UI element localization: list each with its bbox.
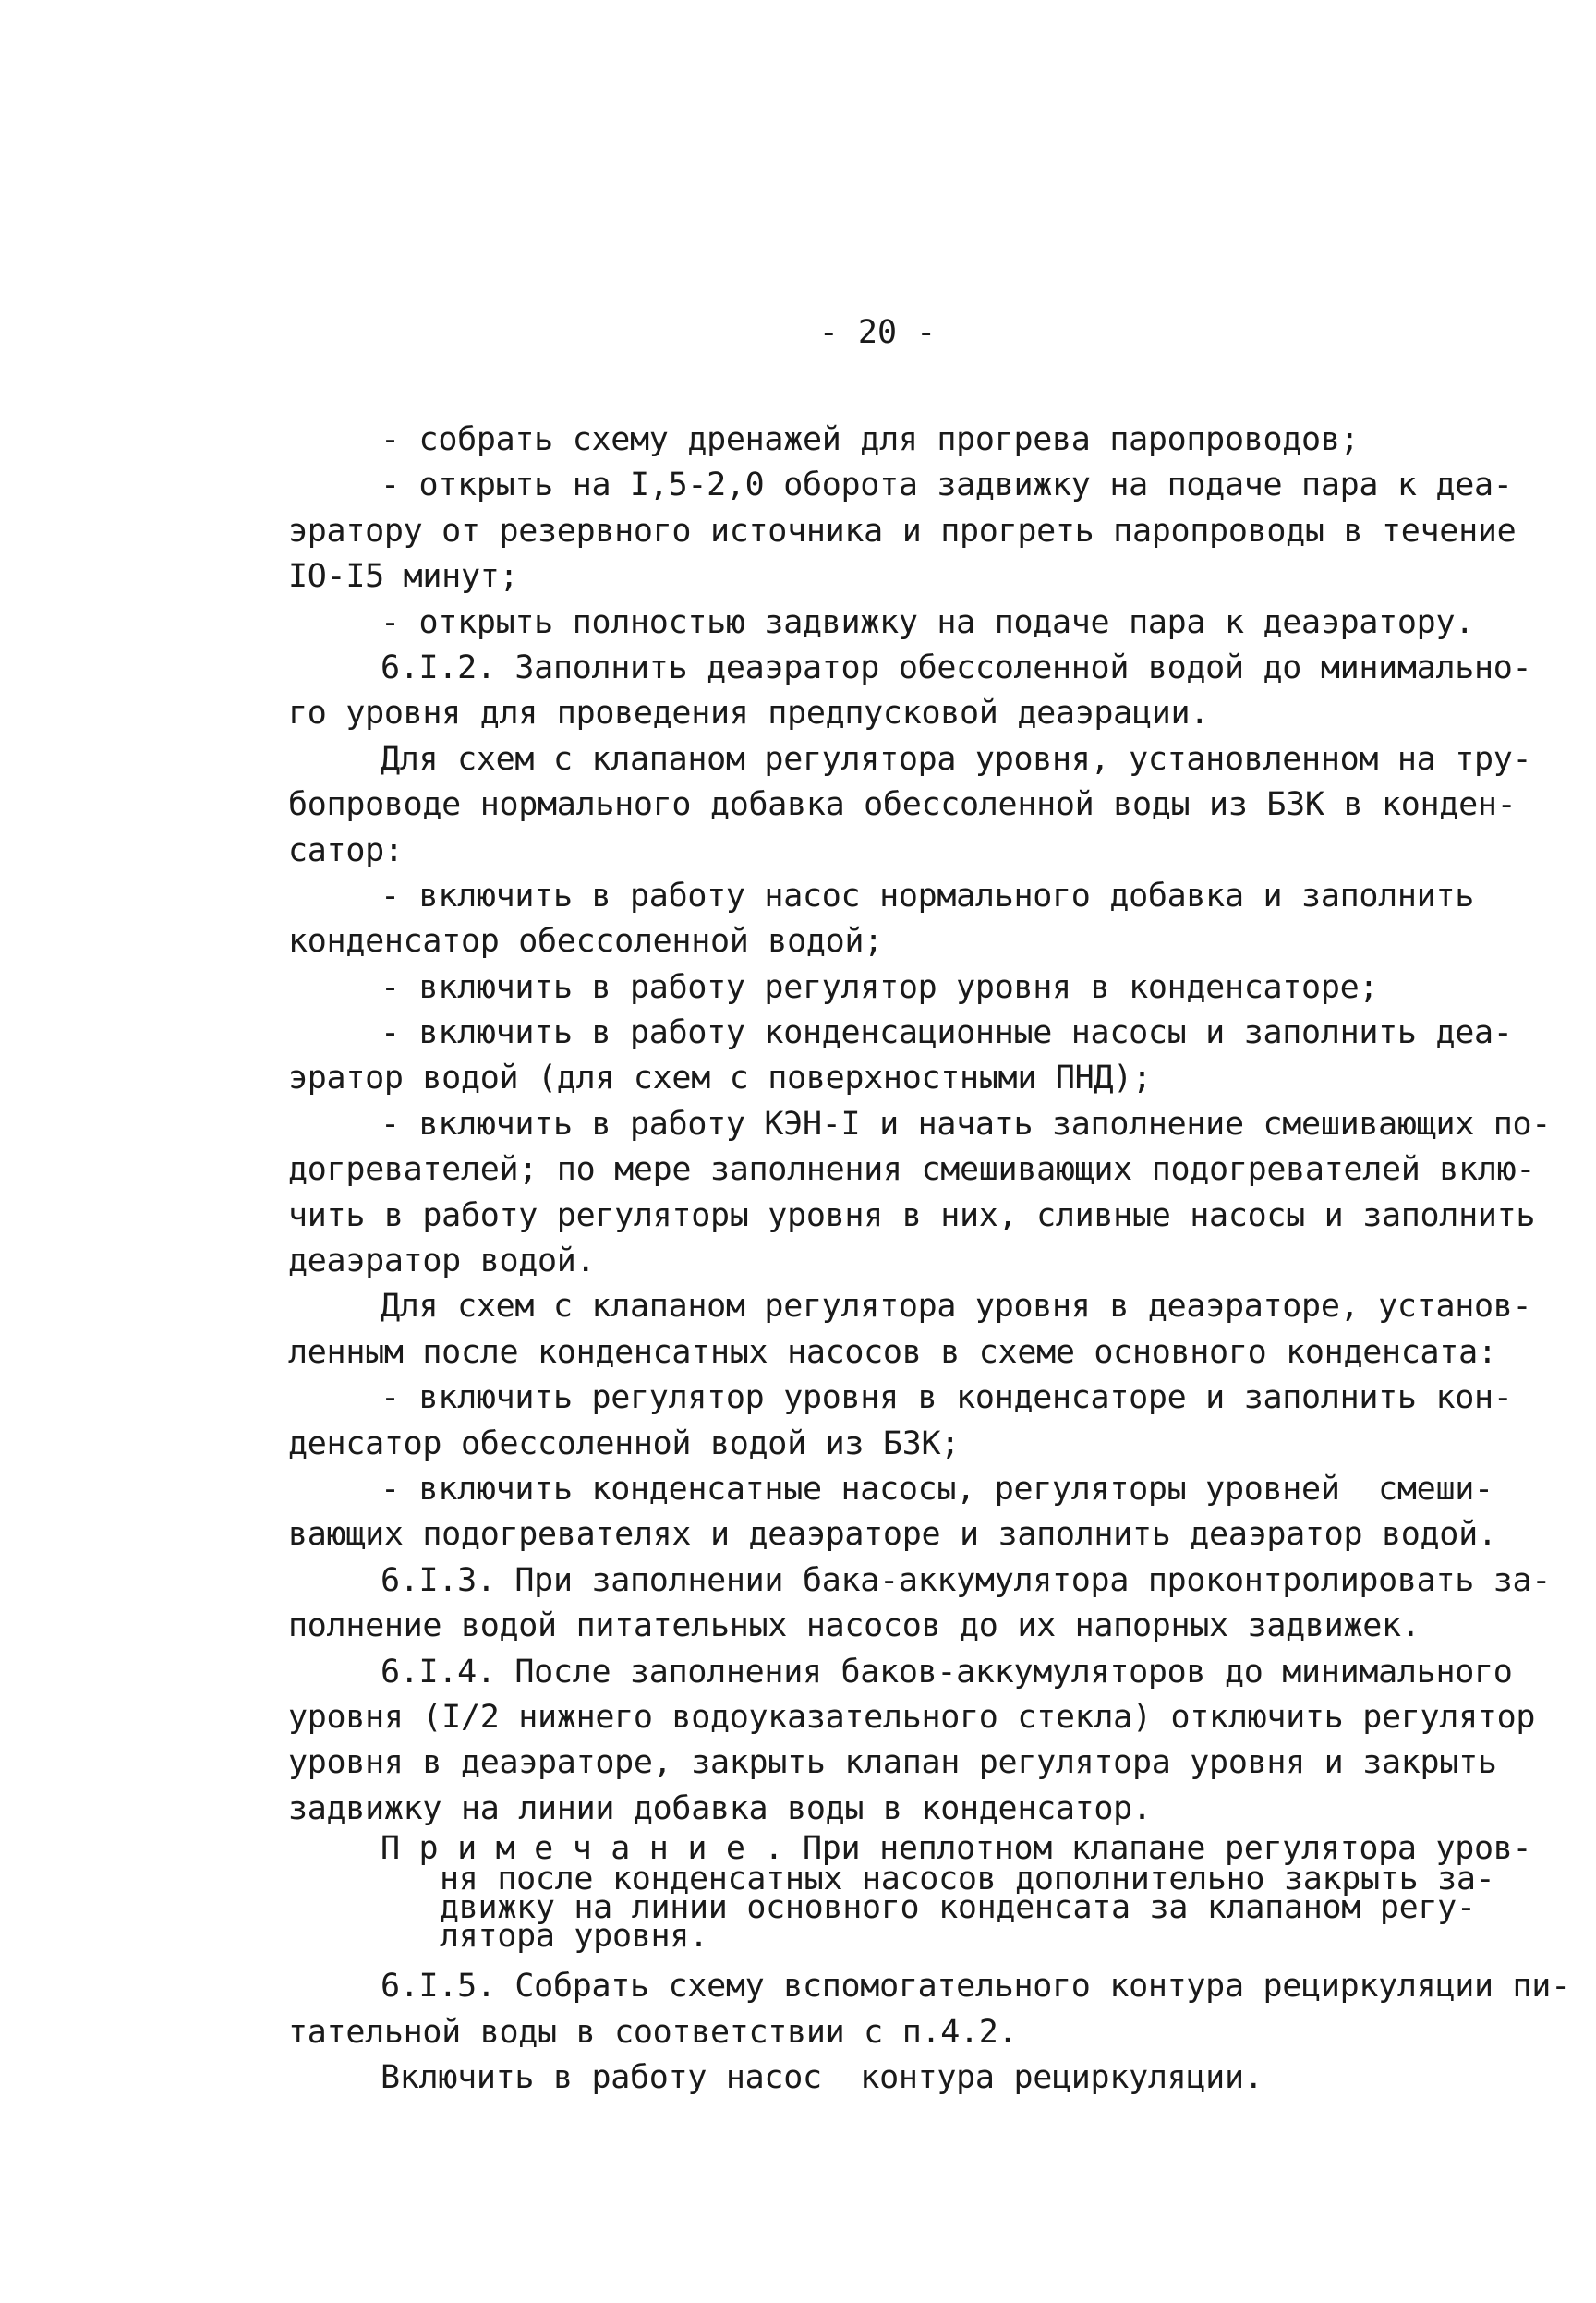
text-line: эратору от резервного источника и прогреть паропроводы в течение [288,512,1517,550]
text-line: Для схем с клапаном регулятора уровня, установленном на тру- [381,740,1532,778]
text-line: уровня в деаэраторе, закрыть клапан регулятора уровня и закрыть [288,1744,1497,1782]
text-line: - включить конденсатные насосы, регуляторы уровней смеши- [381,1470,1493,1508]
text-line: тательной воды в соответствии с п.4.2. [288,2013,1018,2051]
text-line: 6.I.3. При заполнении бака-аккумулятора проконтролировать за- [381,1561,1552,1599]
text-line: - включить в работу КЭН-I и начать заполнение смешивающих по- [381,1105,1552,1143]
text-line: IO-I5 минут; [288,558,519,596]
text-line: ленным после конденсатных насосов в схеме основного конденсата: [288,1333,1497,1371]
text-line: догревателей; по мере заполнения смешивающих подогревателей вклю- [288,1151,1536,1189]
text-line: - включить регулятор уровня в конденсаторе и заполнить кон- [381,1379,1513,1417]
text-line: 6.I.5. Собрать схему вспомогательного контура рециркуляции пи- [381,1968,1570,2006]
text-line: эратор водой (для схем с поверхностными ПНД); [288,1060,1152,1097]
text-line: уровня (I/2 нижнего водоуказательного стекла) отключить регулятор [288,1698,1536,1736]
document-body [288,418,1570,2101]
text-line: денсатор обессоленной водой из БЗК; [288,1424,961,1462]
text-line: конденсатор обессоленной водой; [288,923,883,961]
text-line: - включить в работу регулятор уровня в конденсаторе; [381,968,1379,1006]
text-line: сатор: [288,831,404,869]
text-line: чить в работу регуляторы уровня в них, сливные насосы и заполнить [288,1196,1536,1234]
text-line: - открыть полностью задвижку на подаче пара к деаэратору. [381,603,1474,641]
text-line: вающих подогревателях и деаэраторе и заполнить деаэратор водой. [288,1516,1497,1554]
text-line: 6.I.4. После заполнения баков-аккумуляторов до минимального [381,1653,1513,1691]
text-line: 6.I.2. Заполнить деаэратор обессоленной водой до минимально- [381,648,1532,686]
text-line: - включить в работу конденсационные насосы и заполнить деа- [381,1014,1513,1052]
text-line: - открыть на I,5-2,0 оборота задвижку на подаче пара к деа- [381,467,1513,504]
text-line: бопроводе нормального добавка обессоленной воды из БЗК в конден- [288,786,1517,824]
note-line: ня после конденсатных насосов дополнительно закрыть за- [440,1861,1495,1898]
text-line: го уровня для проведения предпусковой деаэрации. [288,695,1210,733]
note-block [288,1830,1540,1956]
note-line: движку на линии основного конденсата за клапаном регу- [440,1889,1476,1927]
text-line: - собрать схему дренажей для прогрева паропроводов; [381,421,1360,458]
text-line: полнение водой питательных насосов до их напорных задвижек. [288,1607,1421,1645]
page-number: - 20 - [818,314,937,351]
text-line: деаэратор водой. [288,1242,596,1280]
note-line: лятора уровня. [440,1918,708,1956]
text-line: Для схем с клапаном регулятора уровня в деаэраторе, установ- [381,1288,1532,1326]
text-line: задвижку на линии добавка воды в конденсатор. [288,1789,1152,1827]
text-line: Включить в работу насос контура рециркуляции. [381,2058,1264,2096]
note-heading: П р и м е ч а н и е . При неплотном клапане регулятора уров- [381,1830,1532,1868]
text-line: - включить в работу насос нормального добавка и заполнить [381,877,1474,915]
